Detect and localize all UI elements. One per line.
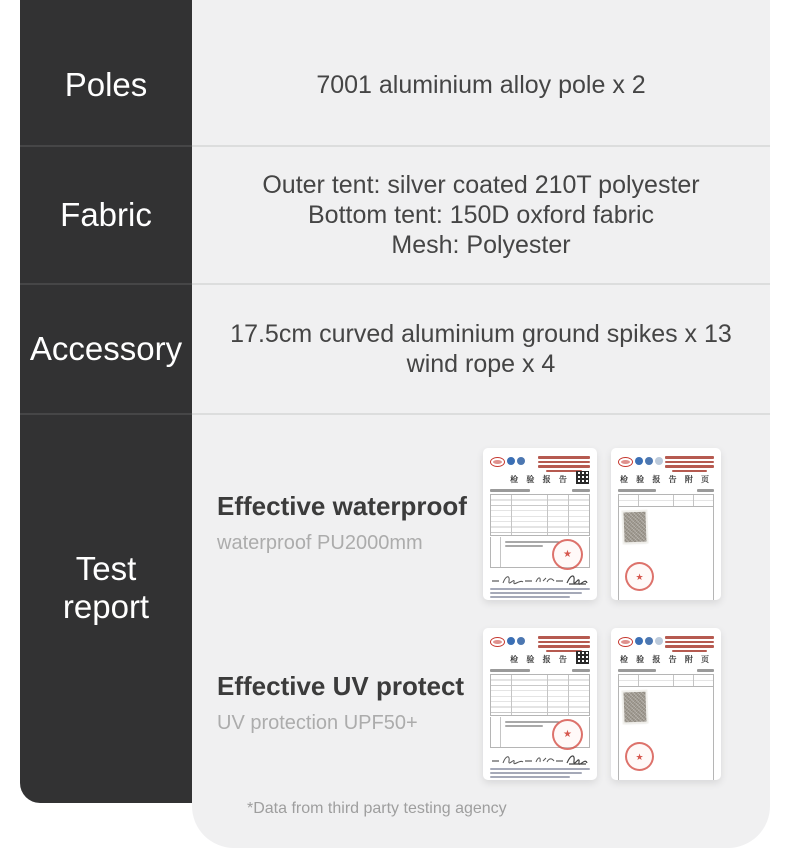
footer-fine-print	[490, 588, 590, 598]
data-source-footnote: *Data from third party testing agency	[247, 800, 507, 817]
uv-subtext: UV protection UPF50+	[217, 711, 418, 734]
row-label-test-report	[20, 413, 192, 803]
cma-logo-icon	[490, 637, 505, 647]
certificate-inspection-report	[483, 448, 597, 600]
results-table	[490, 674, 590, 716]
red-seal-stamp-icon	[552, 719, 583, 750]
uv-certificates	[483, 628, 721, 780]
fabric-value-line1: Outer tent: silver coated 210T polyester	[262, 171, 700, 199]
results-table	[490, 494, 590, 536]
accessory-value-line1: 17.5cm curved aluminium ground spikes x 13	[230, 320, 732, 348]
test-report-cell	[192, 413, 770, 848]
certificate-title-row	[618, 653, 714, 667]
poles-value-cell	[192, 0, 770, 145]
red-seal-stamp-icon	[625, 742, 654, 771]
footer-fine-print	[490, 768, 590, 778]
row-label-fabric	[20, 145, 192, 283]
poles-label: Poles	[64, 65, 148, 103]
sample-area	[618, 507, 714, 600]
certificate-title-row	[490, 473, 590, 487]
fabric-value-line2: Bottom tent: 150D oxford fabric	[307, 201, 654, 229]
qr-code-icon	[576, 471, 589, 484]
extra-logo-icon	[655, 457, 663, 465]
fabric-value-line3: Mesh: Polyester	[391, 231, 571, 259]
test-report-label-line1: Test	[75, 550, 137, 587]
sample-area	[618, 687, 714, 780]
uv-text-block	[217, 671, 483, 738]
waterproof-subtext: waterproof PU2000mm	[217, 531, 423, 554]
fabric-value-cell	[192, 145, 770, 283]
fabric-label: Fabric	[60, 196, 152, 233]
certificate-title-row	[490, 653, 590, 667]
spec-value-panel	[192, 0, 770, 848]
conclusion-box	[490, 537, 590, 568]
extra-logo-icon	[655, 637, 663, 645]
certificate-title: 检 验 报 告	[510, 655, 570, 664]
spec-label-column	[20, 0, 192, 803]
certificate-title: 检 验 报 告 附 页	[619, 475, 713, 484]
ilac-logo-icon	[517, 637, 525, 645]
accessory-label: Accessory	[29, 330, 183, 367]
cnas-logo-icon	[507, 457, 515, 465]
fabric-sample-swatch	[623, 512, 646, 543]
ilac-logo-icon	[645, 457, 653, 465]
uv-heading: Effective UV protect	[217, 670, 465, 701]
row-label-poles	[20, 0, 192, 145]
conclusion-box	[490, 717, 590, 748]
signatures-row	[490, 569, 590, 586]
ilac-logo-icon	[517, 457, 525, 465]
certificate-inspection-report	[483, 628, 597, 780]
red-seal-stamp-icon	[552, 539, 583, 570]
certificate-title: 检 验 报 告	[510, 475, 570, 484]
accessory-value-cell	[192, 283, 770, 413]
cnas-logo-icon	[635, 637, 643, 645]
certificate-title: 检 验 报 告 附 页	[619, 655, 713, 664]
uv-section	[217, 628, 770, 780]
ilac-logo-icon	[645, 637, 653, 645]
red-seal-stamp-icon	[625, 562, 654, 591]
sample-table-header	[618, 674, 714, 687]
certificate-title-row	[618, 473, 714, 487]
accessory-value-line2: wind rope x 4	[406, 350, 556, 378]
fabric-sample-swatch	[623, 692, 646, 723]
qr-code-icon	[576, 651, 589, 664]
poles-value: 7001 aluminium alloy pole x 2	[316, 70, 646, 99]
cnas-logo-icon	[635, 457, 643, 465]
certificate-report-attachment	[611, 448, 721, 600]
waterproof-text-block	[217, 491, 483, 558]
test-report-label-line2: report	[62, 588, 150, 625]
sample-table-header	[618, 494, 714, 507]
certificate-report-attachment	[611, 628, 721, 780]
cnas-logo-icon	[507, 637, 515, 645]
waterproof-heading: Effective waterproof	[217, 490, 467, 521]
waterproof-section	[217, 448, 770, 600]
waterproof-certificates	[483, 448, 721, 600]
signatures-row	[490, 749, 590, 766]
row-label-accessory	[20, 283, 192, 413]
cma-logo-icon	[490, 457, 505, 467]
